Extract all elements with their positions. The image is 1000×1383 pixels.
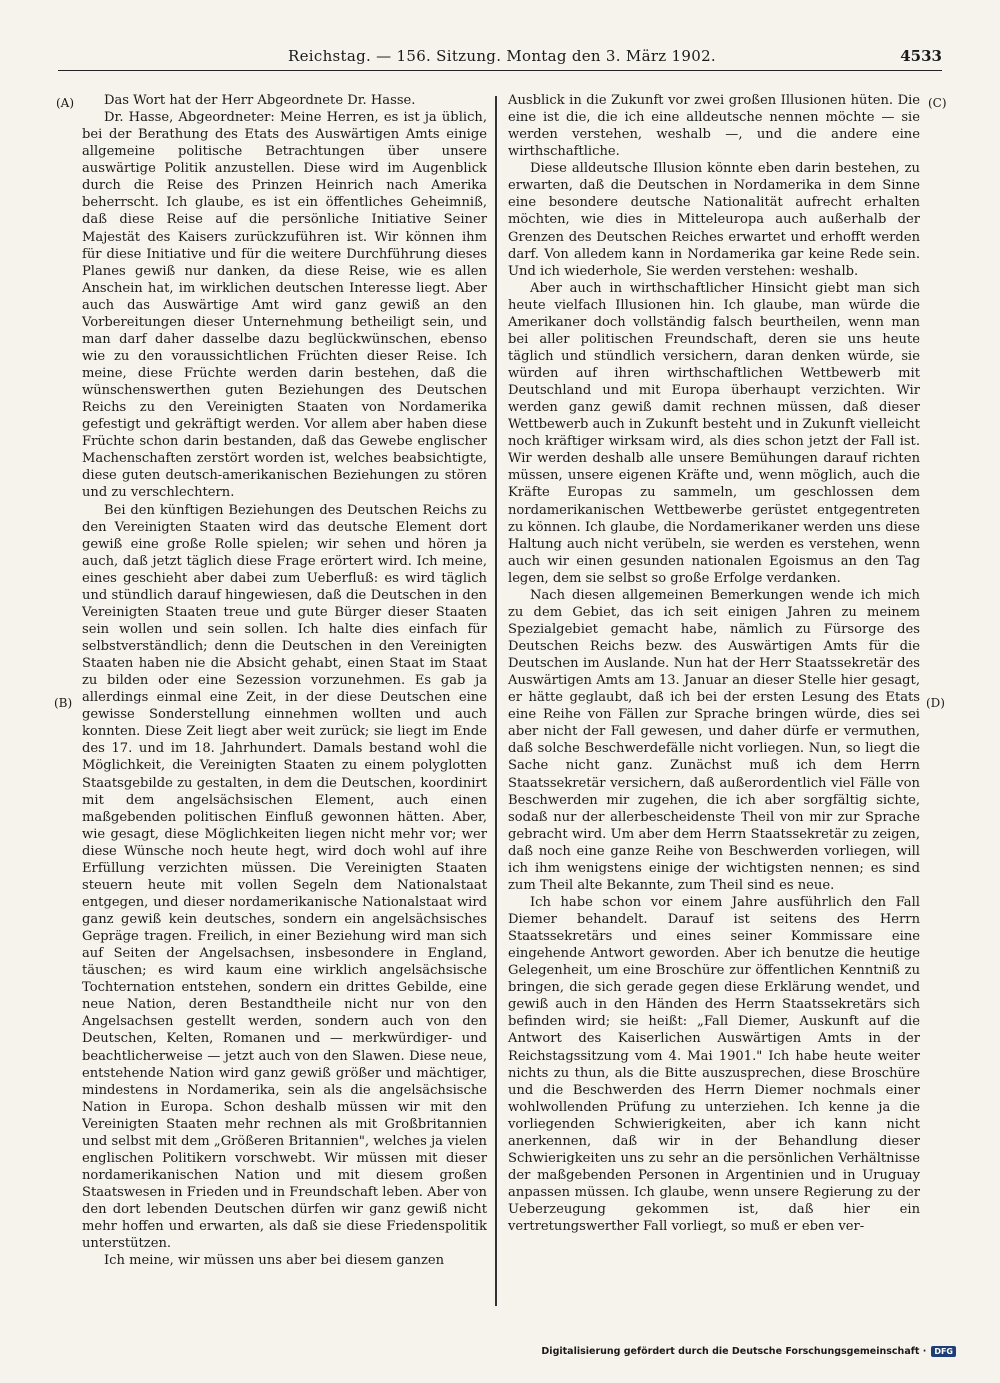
paragraph: Ausblick in die Zukunft vor zwei großen Illusionen hüten. Die eine ist die, die ich eine alldeutsche nennen möchte — sie werden verstehen, weshalb —, und die andere eine wirthschaftliche. [508,93,920,160]
paragraph: Das Wort hat der Herr Abgeordnete Dr. Hasse. [104,93,416,108]
paragraph: Nach diesen allgemeinen Bemerkungen wende ich mich zu dem Gebiet, das ich seit einigen Jahren zu meinem Spezialgebiet gemacht habe, nämlich zu Fürsorge des Deutschen Reichs bezw. des Auswärtigen Amts für die Deutschen im Auslande. Nun hat der Herr Staatssekretär des Auswärtigen Amts am 13. Januar an dieser Stelle hier gesagt, er hätte geglaubt, daß ich bei der ersten Lesung des Etats eine Reihe von Fällen zur Sprache bringen würde, dies sei aber nicht der Fall gewesen, und daher dürfe er vermuthen, daß solche Beschwerdefälle nicht vorliegen. Nun, so liegt die Sache nicht ganz. Zunächst muß ich dem Herrn Staatssekretär versichern, daß außerordentlich viel Fälle von Beschwerden mir zugehen, die ich aber sorgfältig sichte, sodaß nur der allerbescheidenste Theil von mir zur Sprache gebracht wird. Um aber dem Herrn Staatssekretär zu zeigen, daß noch eine ganze Reihe von Beschwerden vorliegen, will ich ihm wenigstens einige der wichtigsten nennen; es sind zum Theil alte Bekannte, zum Theil sind es neue. [508,587,920,893]
page-number: 4533 [900,47,942,65]
running-title: Reichstag. — 156. Sitzung. Montag den 3. März 1902. [288,47,716,65]
paragraph: Bei den künftigen Beziehungen des Deutschen Reichs zu den Vereinigten Staaten wird das deutsche Element dort gewiß eine große Rolle spielen; wir sehen und hören ja auch, daß jetzt täglich diese Frage erörtert wird. Ich meine, eines geschieht aber dabei zum Ueberfluß: es wird täglich und stündlich darauf hingewiesen, daß die Deutschen in den Vereinigten Staaten treue und gute Bürger dieser Staaten sein wollen und sein sollen. Ich halte dies einfach für selbstverständlich; denn die Deutschen in den Vereinigten Staaten haben nie die Absicht gehabt, einen Staat im Staat zu bilden oder eine Sezession vorzunehmen. Es gab ja allerdings einmal eine Zeit, in der diese Deutschen eine gewisse Sonderstellung einnehmen wollten und auch konnten. Diese Zeit liegt aber weit zurück; sie liegt im Ende des 17. und im 18. Jahrhundert. Damals bestand wohl die Möglichkeit, die Vereinigten Staaten zu einem polyglotten Staatsgebilde zu gestalten, in dem die Deutschen, koordinirt mit dem angelsächsischen Element, auch einen maßgebenden politischen Einfluß gewonnen hätten. Aber, wie gesagt, diese Möglichkeiten liegen nicht mehr vor; wer diese Wünsche noch heute hegt, wird doch wohl auf ihre Erfüllung verzichten müssen. Die Vereinigten Staaten steuern heute mit vollen Segeln dem Nationalstaat entgegen, und dieser nordamerikanische Nationalstaat wird ganz gewiß kein deutsches, sondern ein angelsächsisches Gepräge tragen. Freilich, in einer Beziehung wird man sich auf Seiten der Angelsachsen, insbesondere in England, täuschen; es wird kaum eine wirklich angelsächsische Tochternation entstehen, sondern ein drittes Gebilde, eine neue Nation, deren Bestandtheile nicht nur von den Angelsachsen gestellt werden, sondern auch von den Deutschen, Kelten, Romanen und — merkwürdiger- und beachtlicherweise — jetzt auch von den Slawen. Diese neue, entstehende Nation wird ganz gewiß größer und mächtiger, mindestens in Nordamerika, sein als die angelsächsische Nation in Europa. Schon deshalb müssen wir mit den Vereinigten Staaten mehr rechnen als mit Großbritannien und selbst mit dem „Größeren Britannien", welches ja vielen englischen Politikern vorschwebt. Wir müssen mit dieser nordamerikanischen Nation und mit diesem großen Staatswesen in Frieden und in Freundschaft leben. Aber von den dort lebenden Deutschen dürfen wir ganz gewiß nicht mehr hoffen und erwarten, als daß sie diese Friedenspolitik unterstützen. [82,502,487,1252]
paragraph: Ich habe schon vor einem Jahre ausführlich den Fall Diemer behandelt. Darauf ist seitens des Herrn Staatssekretärs und eines seiner Kommissare eine eingehende Antwort geworden. Aber ich benutze die heutige Gelegenheit, um eine Broschüre zur öffentlichen Kenntniß zu bringen, die sich gerade gegen diese Erklärung wendet, und gewiß auch in den Händen des Herrn Staatssekretärs sich befinden wird; sie heißt: „Fall Diemer, Auskunft auf die Antwort des Kaiserlichen Auswärtigen Amts in der Reichstagssitzung vom 4. Mai 1901." Ich habe heute weiter nichts zu thun, als die Bitte auszusprechen, diese Broschüre und die Beschwerden des Herrn Diemer nochmals einer wohlwollenden Prüfung zu unterziehen. Ich kenne ja die vorliegenden Schwierigkeiten, aber ich kann nicht anerkennen, daß wir in der Behandlung dieser Schwierigkeiten uns zu sehr an die persönlichen Verhältnisse der maßgebenden Personen in Argentinien und in Uruguay anpassen müssen. Ich glaube, wenn unsere Regierung zu der Ueberzeugung gekommen ist, daß hier ein vertretungswerther Fall vorliegt, so muß er eben ver- [508,894,920,1235]
running-header [58,44,942,71]
margin-marker-c: (C) [928,96,947,110]
paragraph: Dr. Hasse, Abgeordneter: Meine Herren, es ist ja üblich, bei der Berathung des Etats des Auswärtigen Amts einige allgemeine politische Betrachtungen über unsere auswärtige Politik anzustellen. Diese wird im Augenblick durch die Reise des Prinzen Heinrich nach Amerika beherrscht. Ich glaube, es ist ein öffentliches Geheimniß, daß diese Reise auf die persönliche Initiative Seiner Majestät des Kaisers zurückzuführen ist. Wir können ihm für diese Initiative und für die weitere Durchführung dieses Planes gewiß nur danken, da diese Reise, wie es allen Anschein hat, im wirklichen deutschen Interesse liegt. Aber auch das Auswärtige Amt wird ganz gewiß an den Vorbereitungen dieser Unternehmung betheiligt sein, und man darf daher dasselbe dazu beglückwünschen, ebenso wie zu den voraussichtlichen Früchten dieser Reise. Ich meine, diese Früchte werden darin bestehen, daß die wünschenswerthen guten Beziehungen des Deutschen Reichs zu den Vereinigten Staaten von Nordamerika gefestigt und gekräftigt werden. Vor allem aber haben diese Früchte schon darin bestanden, daß das Gewebe englischer Machenschaften zerstört worden ist, welches beabsichtigte, diese guten deutsch-amerikanischen Beziehungen zu stören und zu verschlechtern. [82,110,487,501]
dfg-logo: DFG [931,1346,956,1357]
paragraph: Aber auch in wirthschaftlicher Hinsicht giebt man sich heute vielfach Illusionen hin. Ich glaube, man würde die Amerikaner doch vollständig falsch beurtheilen, wenn man bei aller politischen Freundschaft, deren sie uns heute täglich und stündlich versichern, daran denken würde, sie würden auf ihren wirthschaftlichen Wettbewerb mit Deutschland und mit Europa überhaupt verzichten. Wir werden ganz gewiß damit rechnen müssen, daß dieser Wettbewerb auch in Zukunft besteht und in Zukunft vielleicht noch kräftiger wirksam wird, als dies schon jetzt der Fall ist. Wir werden deshalb alle unsere Bemühungen darauf richten müssen, unsere eigenen Kräfte und, wenn möglich, auch die Kräfte Europas zu sammeln, um geschlossen dem nordamerikanischen Wettbewerbe gerüstet entgegentreten zu können. Ich glaube, die Nordamerikaner werden uns diese Haltung auch nicht verübeln, sie werden es verstehen, wenn auch wir einen gesunden nationalen Egoismus an den Tag legen, dem sie selbst so große Erfolge verdanken. [508,280,920,586]
paragraph: Diese alldeutsche Illusion könnte eben darin bestehen, zu erwarten, daß die Deutschen in Nordamerika in dem Sinne eine besondere deutsche Nationalität aufrecht erhalten möchten, wie dies in Mitteleuropa auch außerhalb der Grenzen des Deutschen Reiches erwartet und erhofft werden darf. Von alledem kann in Nordamerika gar keine Rede sein. Und ich wiederhole, Sie werden verstehen: weshalb. [508,161,920,279]
paragraph: Ich meine, wir müssen uns aber bei diesem ganzen [104,1253,445,1269]
credit-text: Digitalisierung gefördert durch die Deutsche Forschungsgemeinschaft · [541,1346,927,1357]
right-column [508,92,920,1235]
margin-marker-a: (A) [56,96,75,110]
left-column [82,92,487,1269]
margin-marker-b: (B) [54,696,73,710]
margin-marker-d: (D) [926,696,945,710]
digitization-credit [541,1346,956,1357]
column-divider [495,96,497,1306]
